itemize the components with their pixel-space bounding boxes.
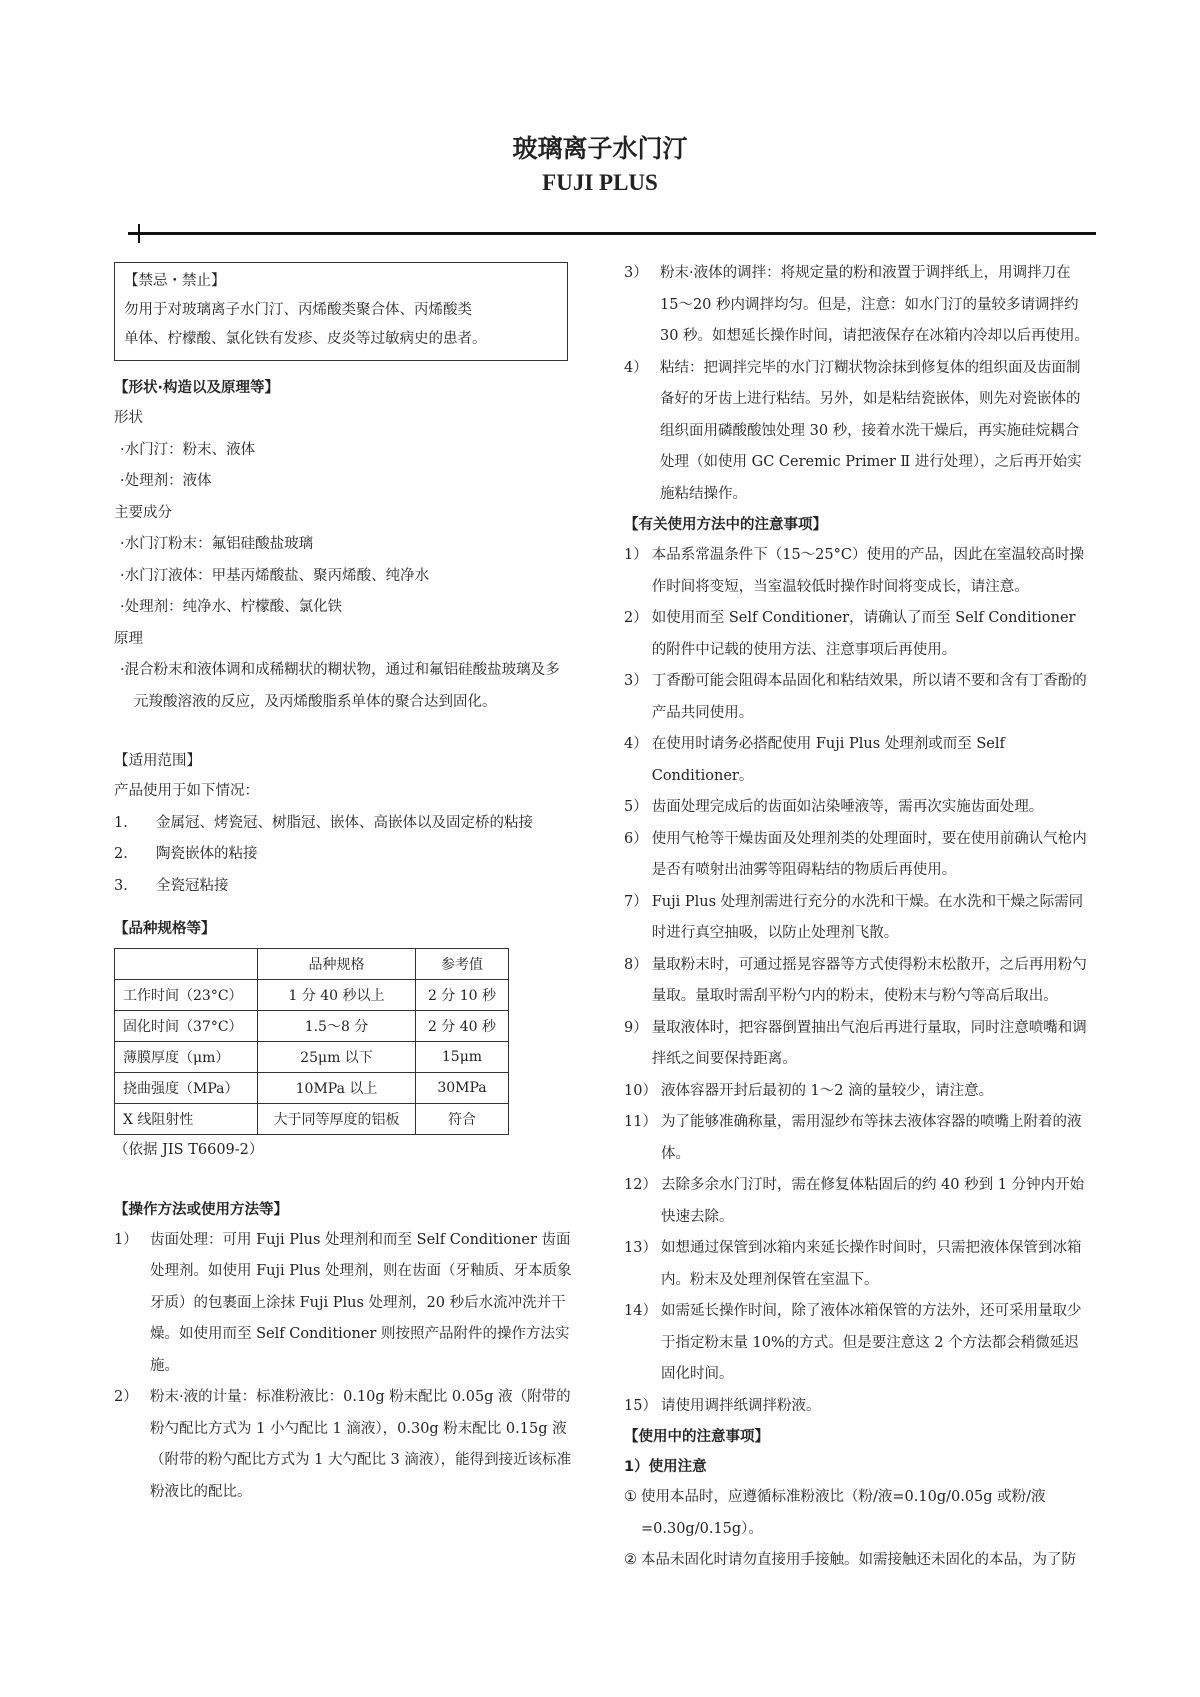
scope-intro: 产品使用于如下情况： <box>114 783 259 799</box>
shape-line: ·处理剂：纯净水、柠檬酸、氯化铁 <box>120 599 343 615</box>
table-row: 固化时间（37°C） 1.5～8 分 2 分 40 秒 <box>115 1011 509 1042</box>
shape-heading: 【形状·构造以及原理等】 <box>114 380 280 396</box>
usage-note-item: ② 本品未固化时请勿直接用手接触。如需接触还未固化的本品，为了防 <box>624 1552 1076 1568</box>
shape-line: 元羧酸溶液的反应，及丙烯酸脂系单体的聚合达到固化。 <box>134 693 497 710</box>
method-note-item: 2） 如使用而至 Self Conditioner，请确认了而至 Self Conditioner 的附件中记载的使用方法、注意事项后再使用。 <box>624 610 1076 658</box>
method-note-item: 4） 在使用时请务必搭配使用 Fuji Plus 处理剂或而至 Self Conditioner。 <box>624 736 1005 784</box>
scope-item: 3. 全瓷冠粘接 <box>114 877 229 894</box>
operation-item: 1） 齿面处理：可用 Fuji Plus 处理剂和而至 Self Conditioner 齿面处理剂。如使用 Fuji Plus 处理剂，则在齿面（牙釉质、牙本质象牙质）的包裹面上涂抹 Fuji Plus 处理剂，20 秒后水流冲洗并干燥。如使用而至 Self Conditioner 则按照产品附件的操作方法实施。 <box>114 1231 572 1374</box>
title-rule <box>128 232 1096 235</box>
scope-item: 2. 陶瓷嵌体的粘接 <box>114 846 258 862</box>
warning-box <box>114 262 568 361</box>
operation-item: 3） 粉末·液体的调拌：将规定量的粉和液置于调拌纸上，用调拌刀在 15～20 秒内调拌均匀。但是，注意：如水门汀的量较多请调拌约 30 秒。如想延长操作时间，请把液保存在冰箱内冷却以后再使用。 <box>624 265 1090 344</box>
method-note-item: 5） 齿面处理完成后的齿面如沾染唾液等，需再次实施齿面处理。 <box>624 799 1044 815</box>
shape-line: ·水门汀液体：甲基丙烯酸盐、聚丙烯酸、纯净水 <box>120 567 430 584</box>
spec-note: （依据 JIS T6609-2） <box>114 1142 264 1158</box>
method-note-item: 7） Fuji Plus 处理剂需进行充分的水洗和干燥。在水洗和干燥之际需同时进行真空抽吸，以防止处理剂飞散。 <box>624 893 1084 941</box>
method-note-item: 9） 量取液体时，把容器倒置抽出气泡后再进行量取，同时注意喷嘴和调拌纸之间要保持距离。 <box>624 1019 1087 1067</box>
scope-heading: 【适用范围】 <box>114 753 201 769</box>
method-note-item: 12） 去除多余水门汀时，需在修复体粘固后的约 40 秒到 1 分钟内开始快速去除。 <box>624 1177 1085 1225</box>
table-row: 薄膜厚度（μm） 25μm 以下 15μm <box>115 1042 509 1073</box>
warning-heading: 【禁忌・禁止】 <box>124 273 226 289</box>
method-note-item: 3） 丁香酚可能会阻碍本品固化和粘结效果，所以请不要和含有丁香酚的产品共同使用。 <box>624 673 1087 721</box>
shape-line: ·水门汀：粉末、液体 <box>120 441 256 458</box>
shape-line: 原理 <box>114 630 143 647</box>
method-note-item: 10） 液体容器开封后最初的 1～2 滴的量较少，请注意。 <box>624 1082 994 1099</box>
table-row: 品种规格 参考值 <box>115 949 509 980</box>
method-note-item: 13） 如想通过保管到冰箱内来延长操作时间时，只需把液体保管到冰箱内。粉末及处理剂保管在室温下。 <box>624 1240 1082 1288</box>
operation-item: 4） 粘结：把调拌完毕的水门汀糊状物涂抹到修复体的组织面及齿面制备好的牙齿上进行粘结。另外，如是粘结瓷嵌体，则先对瓷嵌体的组织面用磷酸酸蚀处理 30 秒，接着水洗干燥后，再实施硅烷耦合处理（如使用 GC Ceremic Primer Ⅱ 进行处理），之后再开始实施粘结操作。 <box>624 359 1082 502</box>
left-column <box>114 262 584 1508</box>
warning-line: 勿用于对玻璃离子水门汀、丙烯酸类聚合体、丙烯酸类 <box>124 302 472 318</box>
method-notes-heading: 【有关使用方法中的注意事项】 <box>624 517 827 533</box>
document-title: 玻璃离子水门汀 <box>512 134 688 163</box>
shape-line: ·混合粉末和液体调和成稀糊状的糊状物，通过和氟铝硅酸盐玻璃及多 <box>120 662 560 678</box>
method-note-item: 1） 本品系常温条件下（15～25°C）使用的产品，因此在室温较高时操作时间将变短，当室温较低时操作时间将变成长，请注意。 <box>624 547 1084 595</box>
shape-line: ·水门汀粉末：氟铝硅酸盐玻璃 <box>120 536 314 552</box>
scope-item: 1. 金属冠、烤瓷冠、树脂冠、嵌体、高嵌体以及固定桥的粘接 <box>114 814 533 831</box>
usage-notes-heading: 【使用中的注意事项】 <box>624 1429 769 1445</box>
usage-note-item: ① 使用本品时，应遵循标准粉液比（粉/液=0.10g/0.05g 或粉/液=0.30g/0.15g）。 <box>624 1489 1046 1537</box>
method-note-item: 6） 使用气枪等干燥齿面及处理剂类的处理面时，要在使用前确认气枪内是否有喷射出油雾等阻碍粘结的物质后再使用。 <box>624 830 1087 878</box>
method-note-item: 15） 请使用调拌纸调拌粉液。 <box>624 1397 821 1414</box>
spec-table <box>114 948 509 1135</box>
table-row: 工作时间（23°C） 1 分 40 秒以上 2 分 10 秒 <box>115 980 509 1011</box>
table-row: 挠曲强度（MPa） 10MPa 以上 30MPa <box>115 1073 509 1104</box>
shape-line: 主要成分 <box>114 504 172 521</box>
warning-line: 单体、柠檬酸、氯化铁有发疹、皮炎等过敏病史的患者。 <box>124 331 487 347</box>
method-note-item: 8） 量取粉末时，可通过摇晃容器等方式使得粉末松散开，之后再用粉勺量取。量取时需刮平粉勺内的粉末，使粉末与粉勺等高后取出。 <box>624 956 1087 1004</box>
usage-notes-subheading: 1）使用注意 <box>624 1459 707 1475</box>
table-row: X 线阻射性 大于同等厚度的铝板 符合 <box>115 1104 509 1135</box>
method-note-item: 14） 如需延长操作时间，除了液体冰箱保管的方法外，还可采用量取少于指定粉末量 10%的方式。但是要注意这 2 个方法都会稍微延迟固化时间。 <box>624 1303 1082 1382</box>
shape-line: 形状 <box>114 410 143 426</box>
right-column <box>624 258 1090 1577</box>
operation-item: 2） 粉末·液的计量：标准粉液比：0.10g 粉末配比 0.05g 液（附带的粉勺配比方式为 1 小勺配比 1 滴液），0.30g 粉末配比 0.15g 液（附带的粉勺配比方式为 1 大勺配比 3 滴液），能得到接近该标准粉液比的配比。 <box>114 1389 572 1500</box>
spec-heading: 【品种规格等】 <box>114 921 216 937</box>
operation-heading: 【操作方法或使用方法等】 <box>114 1201 288 1218</box>
shape-line: ·处理剂：液体 <box>120 473 212 489</box>
title-block <box>0 132 1200 198</box>
method-note-item: 11） 为了能够准确称量，需用湿纱布等抹去液体容器的喷嘴上附着的液体。 <box>624 1114 1082 1162</box>
product-name: FUJI PLUS <box>542 170 658 195</box>
